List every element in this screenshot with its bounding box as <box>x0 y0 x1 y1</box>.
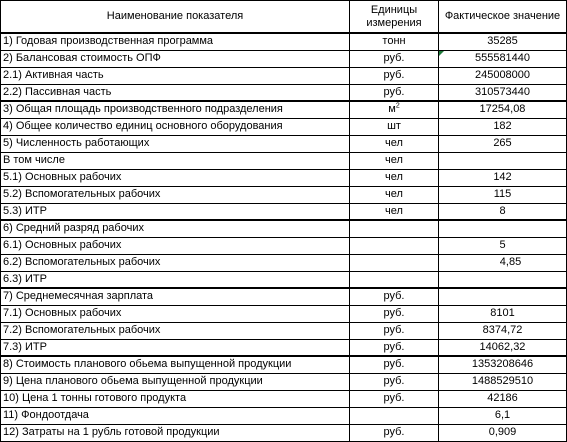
unit-text: руб. <box>383 324 405 336</box>
actual-value-text: 245008000 <box>474 69 531 81</box>
unit-text: руб. <box>383 426 405 438</box>
indicator-name-cell[interactable]: 2.2) Пассивная часть <box>1 84 350 101</box>
unit-cell[interactable] <box>350 373 439 390</box>
actual-value-cell[interactable] <box>439 203 567 220</box>
indicator-name-cell[interactable]: 1) Годовая производственная программа <box>1 33 350 50</box>
table-row <box>1 373 567 390</box>
header-unit[interactable] <box>350 1 439 34</box>
unit-cell[interactable] <box>350 50 439 67</box>
table-row <box>1 305 567 322</box>
unit-text: руб. <box>383 340 405 353</box>
unit-cell[interactable] <box>350 322 439 339</box>
unit-text: чел <box>385 154 403 166</box>
actual-value-text: 182 <box>493 120 512 132</box>
table-row <box>1 237 567 254</box>
unit-cell[interactable] <box>350 186 439 203</box>
indicator-name-cell[interactable]: 7.2) Вспомогательных рабочих <box>1 322 350 339</box>
unit-text: руб. <box>383 290 405 303</box>
indicator-name-cell[interactable]: 5.3) ИТР <box>1 203 350 220</box>
actual-value-cell[interactable] <box>439 305 567 322</box>
actual-value-cell[interactable] <box>439 356 567 373</box>
table-row <box>1 390 567 407</box>
unit-cell[interactable] <box>350 339 439 356</box>
unit-cell[interactable] <box>350 169 439 186</box>
actual-value-text: 17254,08 <box>479 103 526 116</box>
unit-text: чел <box>385 137 403 149</box>
actual-value-text: 4,85 <box>499 256 522 268</box>
table-row <box>1 220 567 237</box>
unit-cell[interactable] <box>350 220 439 237</box>
unit-cell[interactable] <box>350 305 439 322</box>
actual-value-text: 14062,32 <box>479 340 526 353</box>
unit-cell[interactable] <box>350 424 439 441</box>
table-row <box>1 118 567 135</box>
table-row <box>1 288 567 305</box>
table-row <box>1 407 567 424</box>
actual-value-text: 142 <box>493 171 512 183</box>
actual-value-cell[interactable] <box>439 152 567 169</box>
table-row <box>1 271 567 288</box>
unit-text: руб. <box>383 307 405 319</box>
unit-cell[interactable] <box>350 271 439 288</box>
unit-cell[interactable] <box>350 101 439 118</box>
table-row <box>1 424 567 441</box>
unit-text: руб. <box>383 375 405 387</box>
actual-value-cell[interactable] <box>439 135 567 152</box>
unit-text: руб. <box>383 69 405 81</box>
actual-value-cell[interactable] <box>439 407 567 424</box>
actual-value-text: 265 <box>493 137 512 149</box>
unit-cell[interactable] <box>350 67 439 84</box>
table-row <box>1 356 567 373</box>
actual-value-cell[interactable] <box>439 271 567 288</box>
indicator-name-cell[interactable]: 2.1) Активная часть <box>1 67 350 84</box>
unit-text: руб. <box>383 52 405 64</box>
actual-value-cell[interactable] <box>439 67 567 84</box>
actual-value-text: 8374,72 <box>482 324 523 336</box>
cell-marker-icon <box>439 51 444 56</box>
actual-value-cell[interactable] <box>439 101 567 118</box>
table-row <box>1 101 567 118</box>
indicator-name-cell[interactable]: 5) Численность работающих <box>1 135 350 152</box>
table-row <box>1 33 567 50</box>
table-row <box>1 67 567 84</box>
actual-value-text: 42186 <box>487 392 518 404</box>
table-row <box>1 152 567 169</box>
actual-value-cell[interactable] <box>439 84 567 101</box>
unit-cell[interactable] <box>350 254 439 271</box>
actual-value-cell[interactable] <box>439 220 567 237</box>
unit-text: чел <box>385 188 403 200</box>
table-row <box>1 186 567 203</box>
indicator-name-cell[interactable]: В том числе <box>1 152 350 169</box>
actual-value-cell[interactable] <box>439 424 567 441</box>
actual-value-text: 35285 <box>487 35 518 48</box>
actual-value-cell[interactable] <box>439 118 567 135</box>
indicator-name-cell[interactable]: 10) Цена 1 тонны готового продукта <box>1 390 350 407</box>
actual-value-cell[interactable] <box>439 169 567 186</box>
unit-cell[interactable] <box>350 407 439 424</box>
table-row <box>1 169 567 186</box>
actual-value-cell[interactable] <box>439 322 567 339</box>
unit-cell[interactable] <box>350 118 439 135</box>
actual-value-cell[interactable] <box>439 373 567 390</box>
table-row <box>1 84 567 101</box>
indicator-name-cell[interactable]: 8) Стоимость планового обьема выпущенной продукции <box>1 356 350 373</box>
table-row <box>1 135 567 152</box>
unit-text: руб. <box>383 85 405 98</box>
header-unit-line2: измерения <box>366 16 422 29</box>
header-indicator-name[interactable]: Наименование показателя <box>1 1 350 34</box>
unit-cell[interactable] <box>350 390 439 407</box>
actual-value-cell[interactable] <box>439 237 567 254</box>
unit-cell[interactable] <box>350 237 439 254</box>
table-row <box>1 50 567 67</box>
unit-text: тонн <box>382 35 406 48</box>
unit-cell[interactable] <box>350 203 439 220</box>
indicator-name-cell[interactable]: 7.1) Основных рабочих <box>1 305 350 322</box>
indicator-name-cell[interactable]: 6) Средний разряд рабочих <box>1 220 350 237</box>
indicator-name-cell[interactable]: 5.1) Основных рабочих <box>1 169 350 186</box>
actual-value-cell[interactable] <box>439 254 567 271</box>
indicator-name-cell[interactable]: 5.2) Вспомогательных рабочих <box>1 186 350 203</box>
indicator-name-cell[interactable]: 6.2) Вспомогательных рабочих <box>1 254 350 271</box>
unit-cell[interactable] <box>350 288 439 305</box>
header-actual-value[interactable]: Фактическое значение <box>439 1 567 34</box>
indicator-name-cell[interactable]: 4) Общее количество единиц основного оборудования <box>1 118 350 135</box>
actual-value-text: 8 <box>499 204 506 217</box>
header-row <box>1 1 567 34</box>
unit-text: шт <box>387 120 401 132</box>
unit-text: чел <box>385 171 403 183</box>
table-row <box>1 339 567 356</box>
unit-cell[interactable] <box>350 33 439 50</box>
indicator-name-cell[interactable]: 7.3) ИТР <box>1 339 350 356</box>
indicator-name-cell[interactable]: 9) Цена планового обьема выпущенной продукции <box>1 373 350 390</box>
actual-value-cell[interactable] <box>439 50 567 67</box>
unit-cell[interactable] <box>350 152 439 169</box>
unit-text: руб. <box>383 392 405 404</box>
table-row <box>1 322 567 339</box>
unit-cell[interactable] <box>350 356 439 373</box>
actual-value-text: 0,909 <box>488 426 517 438</box>
actual-value-cell[interactable] <box>439 288 567 305</box>
indicator-name-cell[interactable]: 3) Общая площадь производственного подразделения <box>1 101 350 118</box>
indicator-name-cell[interactable]: 6.3) ИТР <box>1 271 350 288</box>
actual-value-cell[interactable] <box>439 339 567 356</box>
actual-value-text: 6,1 <box>494 409 511 421</box>
indicator-name-cell[interactable]: 12) Затраты на 1 рубль готовой продукции <box>1 424 350 441</box>
unit-superscript: 2 <box>395 102 400 110</box>
actual-value-cell[interactable] <box>439 390 567 407</box>
indicator-name-cell[interactable]: 2) Балансовая стоимость ОПФ <box>1 50 350 67</box>
unit-text: м <box>388 103 396 116</box>
actual-value-text: 1488529510 <box>471 375 534 387</box>
indicator-name-cell[interactable]: 7) Среднемесячная зарплата <box>1 288 350 305</box>
unit-text: чел <box>385 204 403 217</box>
table-row <box>1 254 567 271</box>
unit-text: руб. <box>383 358 405 371</box>
unit-cell[interactable] <box>350 135 439 152</box>
header-unit-line1: Единицы <box>370 3 418 16</box>
actual-value-text: 555581440 <box>474 52 531 64</box>
actual-value-text: 310573440 <box>474 85 531 98</box>
actual-value-cell[interactable] <box>439 186 567 203</box>
actual-value-text: 115 <box>493 188 512 200</box>
indicator-name-cell[interactable]: 11) Фондоотдача <box>1 407 350 424</box>
actual-value-text: 5 <box>499 239 506 251</box>
actual-value-cell[interactable] <box>439 33 567 50</box>
actual-value-text: 1353208646 <box>471 358 534 371</box>
actual-value-text: 8101 <box>490 307 515 319</box>
indicator-name-cell[interactable]: 6.1) Основных рабочих <box>1 237 350 254</box>
table-row <box>1 203 567 220</box>
unit-cell[interactable] <box>350 84 439 101</box>
